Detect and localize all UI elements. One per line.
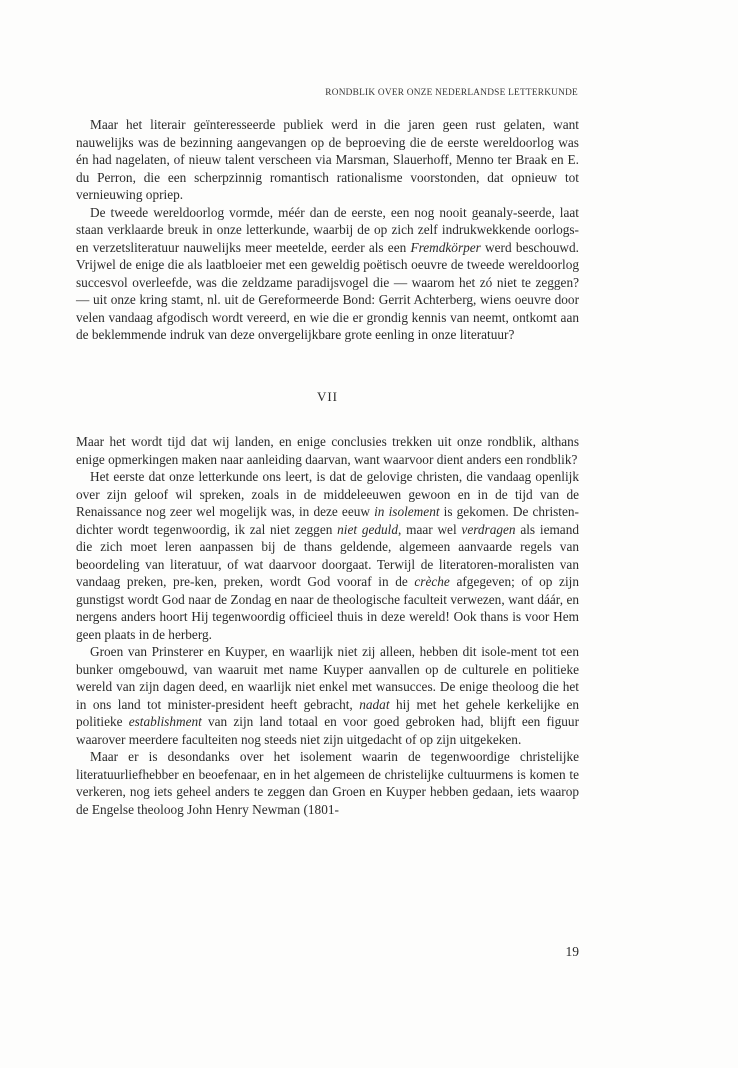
paragraph: Maar het literair geïnteresseerde publiek werd in die jaren geen rust gelaten, want nauwelijks was de bezinning aangevangen op de beproeving die de eerste wereldoorlog was én had nagelaten, of nieuw talent verscheen via Marsman, Slauerhoff, Menno ter Braak en E. du Perron, die een scherpzinnig romantisch rationalisme voorstonden, dat opnieuw tot vernieuwing opriep. (76, 117, 579, 202)
page-number: 19 (565, 944, 579, 959)
running-head: RONDBLIK OVER ONZE NEDERLANDSE LETTERKUNDE (325, 88, 578, 98)
paragraph: Groen van Prinsterer en Kuyper, en waarlijk niet zij alleen, hebben dit isole-ment tot een bunker omgebouwd, van waaruit met name Kuyper aanvallen op de culturele en politieke wereld van zijn dagen deed, en waarlijk niet enkel met wansucces. De enige theoloog die het in ons land tot minister-president heeft gebracht, nadat hij met het gehele kerkelijke en politieke establishment van zijn land totaal en voor goed gebroken had, blijft een figuur waarover meerdere faculteiten nog steeds niet zijn uitgedacht of op zijn uitgekeken. (76, 644, 579, 747)
paragraph: Maar er is desondanks over het isolement waarin de tegenwoordige christelijke literatuurliefhebber en beoefenaar, en in het algemeen de christelijke cultuurmens is komen te verkeren, nog iets geheel anders te zeggen dan Groen en Kuyper hebben gedaan, iets waarop de Engelse theoloog John Henry Newman (1801- (76, 749, 579, 817)
section-heading: VII (316, 388, 339, 404)
body-text (76, 116, 579, 818)
paragraph: Het eerste dat onze letterkunde ons leert, is dat de gelovige christen, die vandaag openlijk over zijn geloof wil spreken, zoals in de middeleeuwen gewoon en in de tijd van de Renaissance nog zeer wel mogelijk was, in deze eeuw in isolement is gekomen. De christen-dichter wordt tegenwoordig, ik zal niet zeggen niet geduld, maar wel verdragen als iemand die zich moet leren aanpassen bij de thans geldende, algemeen aanvaarde regels van beoordeling van literatuur, of wat daarvoor doorgaat. Terwijl de literatoren-moralisten van vandaag preken, pre-ken, preken, wordt God vooraf in de crèche afgegeven; of op zijn gunstigst wordt God naar de Zondag en naar de theologische faculteit verwezen, want dáár, en nergens anders hoort Hij tegenwoordig officieel thuis in deze wereld! Ook thans is voor Hem geen plaats in de herberg. (76, 469, 580, 642)
paragraph: De tweede wereldoorlog vormde, méér dan de eerste, een nog nooit geanaly-seerde, laat staan verklaarde breuk in onze letterkunde, waarbij de op zich zelf indrukwekkende oorlogs- en verzetsliteratuur nauwelijks meer meetelde, eerder als een Fremdkörper werd beschouwd. Vrijwel de enige die als laatbloeier met een geweldig poëtisch oeuvre de tweede wereldoorlog succesvol overleefde, was die zeldzame paradijsvogel die — waarom het zó niet te zeggen? — uit onze kring stamt, nl. uit de Gereformeerde Bond: Gerrit Achterberg, wiens oeuvre door velen vandaag afgodisch wordt vereerd, en wie die er grondig kennis van neemt, ontkomt aan de beklemmende indruk van deze onvergelijkbare grote eenling in onze literatuur? (76, 204, 579, 342)
paragraph: Maar het wordt tijd dat wij landen, en enige conclusies trekken uit onze rondblik, althans enige opmerkingen maken naar aanleiding daarvan, want waarvoor dient anders een rondblik? (76, 434, 579, 467)
